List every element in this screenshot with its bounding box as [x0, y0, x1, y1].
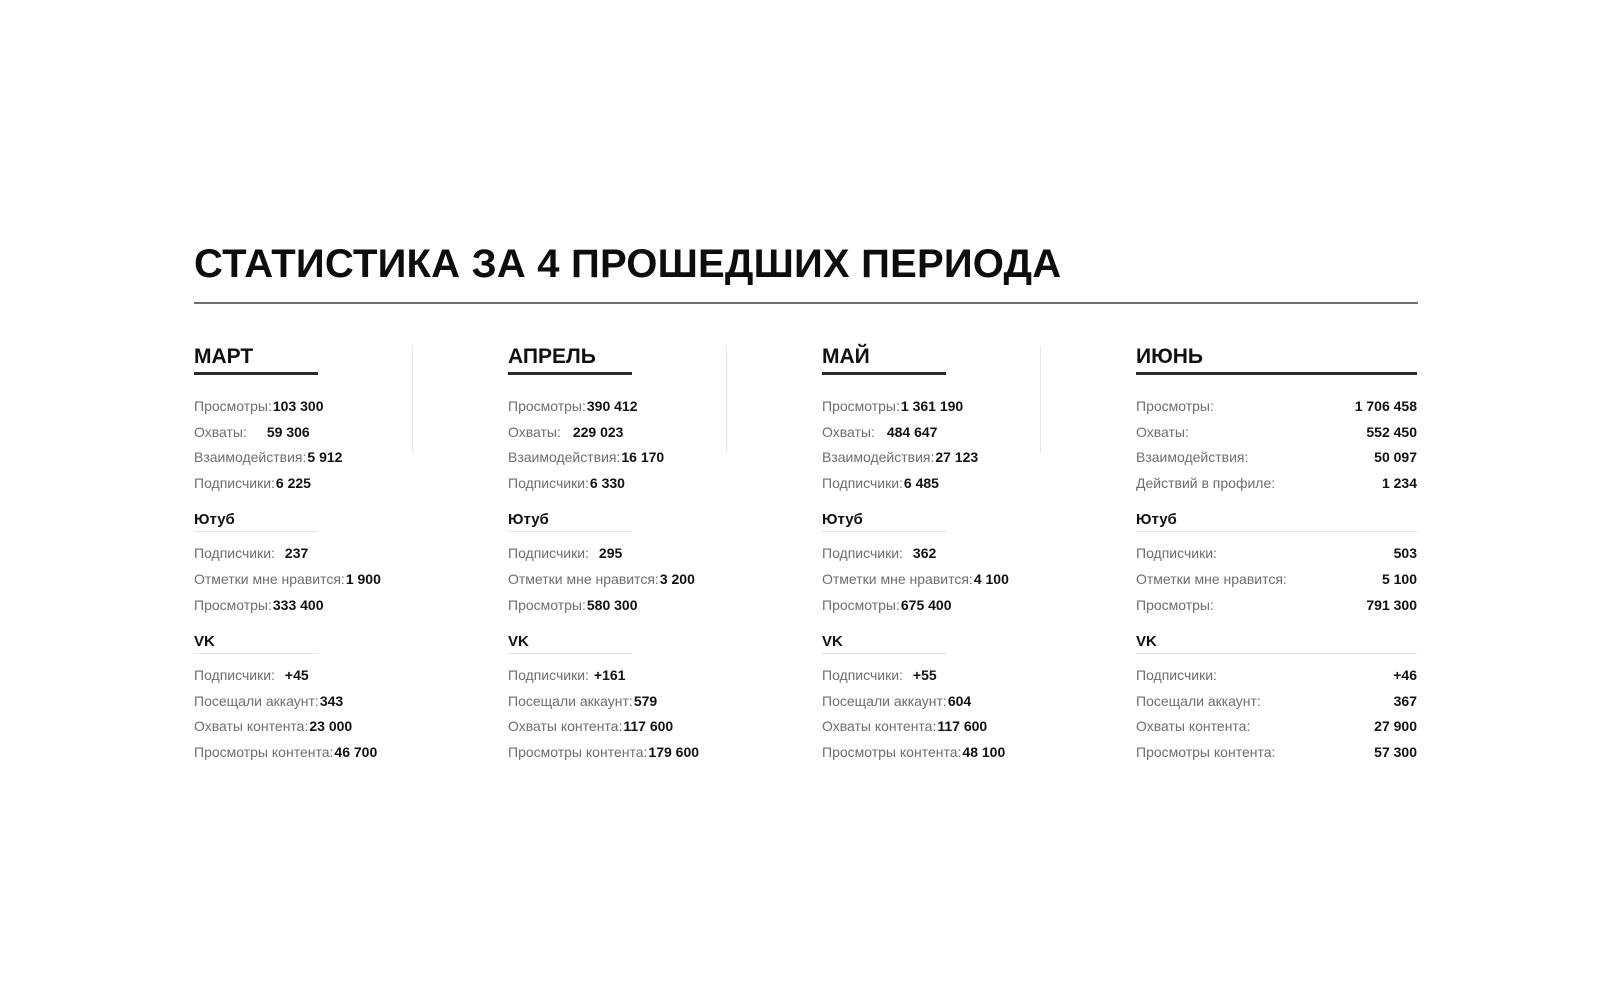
youtube-heading: Ютуб — [508, 511, 549, 529]
stat-label: Подписчики: — [822, 474, 903, 491]
stat-value: 179 600 — [648, 743, 700, 760]
column-divider — [412, 346, 413, 452]
stat-value: 390 412 — [586, 398, 638, 414]
stat-value: 3 200 — [659, 570, 695, 587]
stat-value: 295 — [598, 545, 623, 562]
vk-heading: VK — [508, 633, 529, 651]
stat-value: 6 330 — [589, 474, 625, 491]
stat-label: Подписчики: — [1136, 667, 1217, 684]
stat-value: 237 — [284, 545, 309, 562]
stat-row-views — [822, 394, 1009, 420]
stat-value: 50 097 — [1374, 449, 1417, 466]
stat-row-reach — [194, 420, 381, 446]
stat-value: 362 — [912, 545, 937, 562]
stat-label: Взаимодействия: — [1136, 449, 1249, 466]
vk-row-content-views — [1136, 740, 1417, 766]
stat-value: 1 234 — [1381, 474, 1417, 491]
stat-value: 1 706 458 — [1354, 398, 1417, 414]
stat-value: 16 170 — [621, 449, 665, 466]
stat-label: Отметки мне нравится: — [1136, 570, 1287, 587]
stat-value: 27 123 — [935, 449, 979, 466]
vk-row-visits — [508, 689, 699, 715]
stat-value: 6 485 — [903, 474, 939, 491]
stat-label: Просмотры: — [508, 596, 586, 613]
vk-row-content-views — [508, 740, 699, 766]
youtube-row-subscribers — [194, 541, 381, 567]
period-column-march — [194, 344, 381, 766]
stat-row-views — [1136, 394, 1417, 420]
vk-heading: VK — [1136, 633, 1157, 651]
stat-value: 367 — [1393, 692, 1417, 709]
vk-row-content-reach — [822, 714, 1009, 740]
stat-value: 333 400 — [272, 596, 324, 613]
stat-label: Взаимодействия: — [822, 449, 935, 466]
stat-label: Подписчики: — [1136, 545, 1217, 562]
heading-underline — [1136, 372, 1417, 375]
stat-label: Просмотры контента: — [1136, 743, 1276, 760]
stat-value: 579 — [633, 692, 658, 709]
title-divider — [194, 302, 1418, 304]
stat-label: Охваты контента: — [194, 718, 309, 735]
section-underline — [508, 531, 632, 532]
stat-value: 343 — [319, 692, 344, 709]
stat-label: Просмотры: — [1136, 596, 1214, 613]
period-heading: АПРЕЛЬ — [508, 345, 596, 368]
stat-label: Посещали аккаунт: — [508, 692, 633, 709]
stat-value: 46 700 — [334, 743, 378, 760]
section-underline — [508, 653, 632, 654]
youtube-heading: Ютуб — [822, 511, 863, 529]
stat-value: 604 — [947, 692, 972, 709]
stat-label: Подписчики: — [822, 545, 903, 562]
stat-row-subscribers — [822, 471, 1009, 497]
stat-value: 1 361 190 — [900, 398, 964, 414]
column-divider — [1040, 346, 1041, 452]
stat-label: Охваты контента: — [1136, 718, 1251, 735]
stat-value: 59 306 — [266, 423, 310, 440]
stat-value: 1 900 — [345, 570, 381, 587]
stat-value: 27 900 — [1374, 718, 1417, 735]
vk-row-content-views — [822, 740, 1009, 766]
stat-label: Действий в профиле: — [1136, 474, 1276, 491]
vk-heading: VK — [194, 633, 215, 651]
stat-value: 117 600 — [937, 718, 988, 735]
section-underline — [194, 653, 318, 654]
stat-row-reach — [1136, 420, 1417, 446]
period-heading: МАЙ — [822, 345, 870, 368]
youtube-heading: Ютуб — [194, 511, 235, 529]
stat-label: Взаимодействия: — [508, 449, 621, 466]
vk-heading: VK — [822, 633, 843, 651]
stat-value: 117 600 — [623, 718, 674, 735]
stat-row-reach — [508, 420, 699, 446]
stat-label: Посещали аккаунт: — [194, 692, 319, 709]
stat-row-profile-actions — [1136, 471, 1417, 497]
vk-row-subscribers — [508, 663, 699, 689]
vk-row-subscribers — [1136, 663, 1417, 689]
stat-value: 5 100 — [1381, 570, 1417, 587]
stat-label: Охваты: — [194, 423, 247, 440]
stat-label: Просмотры контента: — [194, 743, 334, 760]
stat-value: 484 647 — [886, 423, 938, 440]
stat-label: Отметки мне нравится: — [194, 570, 345, 587]
section-underline — [194, 531, 318, 532]
stat-label: Подписчики: — [508, 545, 589, 562]
stat-value: 580 300 — [586, 596, 638, 613]
youtube-heading: Ютуб — [1136, 511, 1177, 529]
section-underline — [822, 531, 946, 532]
youtube-row-views — [508, 593, 699, 619]
stat-row-subscribers — [508, 471, 699, 497]
stat-label: Отметки мне нравится: — [508, 570, 659, 587]
stat-label: Охваты: — [508, 423, 561, 440]
vk-row-visits — [194, 689, 381, 715]
heading-underline — [194, 372, 318, 375]
stat-label: Просмотры контента: — [822, 743, 962, 760]
youtube-row-likes — [1136, 567, 1417, 593]
column-divider — [726, 346, 727, 452]
section-underline — [1136, 653, 1417, 654]
heading-underline — [508, 372, 632, 375]
youtube-row-likes — [194, 567, 381, 593]
stat-label: Подписчики: — [508, 474, 589, 491]
stat-label: Подписчики: — [194, 667, 275, 684]
stat-label: Просмотры: — [822, 398, 900, 414]
youtube-row-likes — [822, 567, 1009, 593]
stat-label: Просмотры: — [508, 398, 586, 414]
stat-value: +45 — [284, 667, 309, 684]
period-column-april — [508, 344, 699, 766]
stat-label: Посещали аккаунт: — [822, 692, 947, 709]
stat-label: Просмотры: — [1136, 398, 1214, 414]
youtube-row-subscribers — [822, 541, 1009, 567]
stat-value: +161 — [593, 667, 626, 684]
stat-value: 5 912 — [307, 449, 343, 466]
stat-label: Просмотры контента: — [508, 743, 648, 760]
stat-label: Просмотры: — [194, 398, 272, 414]
vk-row-content-reach — [1136, 714, 1417, 740]
vk-row-visits — [1136, 689, 1417, 715]
youtube-row-subscribers — [508, 541, 699, 567]
stat-value: 503 — [1393, 545, 1417, 562]
stat-value: 103 300 — [272, 398, 324, 414]
stat-label: Подписчики: — [822, 667, 903, 684]
youtube-row-views — [194, 593, 381, 619]
stat-row-interactions — [822, 445, 1009, 471]
stat-value: 4 100 — [973, 570, 1009, 587]
period-column-may — [822, 344, 1009, 766]
stat-row-views — [508, 394, 699, 420]
stat-value: 552 450 — [1366, 423, 1417, 440]
vk-row-content-views — [194, 740, 381, 766]
heading-underline — [822, 372, 946, 375]
period-heading: ИЮНЬ — [1136, 345, 1204, 368]
stat-row-interactions — [1136, 445, 1417, 471]
stat-label: Подписчики: — [508, 667, 589, 684]
page-title: СТАТИСТИКА ЗА 4 ПРОШЕДШИХ ПЕРИОДА — [194, 242, 1062, 286]
stat-label: Охваты контента: — [822, 718, 937, 735]
stat-value: 675 400 — [900, 596, 952, 613]
youtube-row-subscribers — [1136, 541, 1417, 567]
period-heading: МАРТ — [194, 345, 254, 368]
stat-value: +46 — [1393, 667, 1417, 684]
section-underline — [822, 653, 946, 654]
stat-row-interactions — [194, 445, 381, 471]
stat-value: +55 — [912, 667, 937, 684]
vk-row-subscribers — [822, 663, 1009, 689]
vk-row-content-reach — [194, 714, 381, 740]
stat-label: Подписчики: — [194, 474, 275, 491]
youtube-row-likes — [508, 567, 699, 593]
stat-label: Просмотры: — [194, 596, 272, 613]
vk-row-content-reach — [508, 714, 699, 740]
section-underline — [1136, 531, 1417, 532]
stat-label: Подписчики: — [194, 545, 275, 562]
period-column-june — [1136, 344, 1417, 766]
stat-label: Охваты контента: — [508, 718, 623, 735]
stat-row-reach — [822, 420, 1009, 446]
youtube-row-views — [1136, 593, 1417, 619]
stat-label: Посещали аккаунт: — [1136, 692, 1261, 709]
stat-value: 23 000 — [309, 718, 353, 735]
youtube-row-views — [822, 593, 1009, 619]
stat-row-subscribers — [194, 471, 381, 497]
stat-value: 6 225 — [275, 474, 311, 491]
stat-row-interactions — [508, 445, 699, 471]
stat-label: Отметки мне нравится: — [822, 570, 973, 587]
stat-label: Охваты: — [822, 423, 875, 440]
stat-value: 48 100 — [962, 743, 1006, 760]
stat-label: Просмотры: — [822, 596, 900, 613]
stat-label: Охваты: — [1136, 423, 1189, 440]
stat-value: 57 300 — [1374, 743, 1417, 760]
stat-label: Взаимодействия: — [194, 449, 307, 466]
stat-value: 229 023 — [572, 423, 624, 440]
vk-row-subscribers — [194, 663, 381, 689]
vk-row-visits — [822, 689, 1009, 715]
stat-row-views — [194, 394, 381, 420]
stat-value: 791 300 — [1366, 596, 1417, 613]
